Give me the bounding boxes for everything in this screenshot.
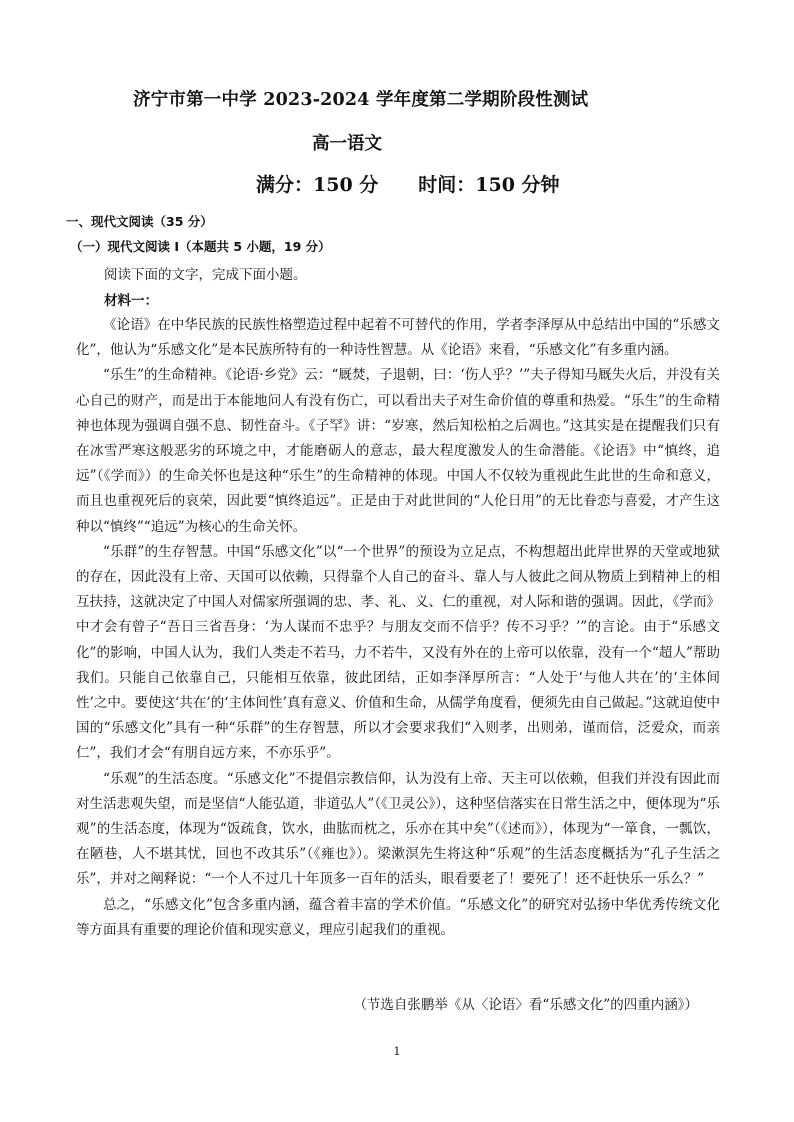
- passage-paragraph: 《论语》在中华民族的民族性格塑造过程中起着不可替代的作用，学者李泽厚从中总结出中国的“乐感文化”，他认为“乐感文化”是本民族所特有的一种诗性智慧。从《论语》来看，“乐感文化”有多重内涵。: [76, 317, 720, 359]
- passage-paragraph: “乐生”的生命精神。《论语·乡党》云：“厩焚，子退朝，曰：‘伤人乎？’”夫子得知马厩失火后，并没有关心自己的财产，而是出于本能地问人有没有伤亡，可以看出夫子对生命价值的尊重和热爱。“乐生”的生命精神也体现为强调自强不息、韧性奋斗。《子罕》讲：“岁寒，然后知松柏之后凋也。”这其实是在提醒我们只有在冰雪严寒这般恶劣的环境之中，才能磨砺人的意志，最大程度激发人的生命潜能。《论语》中“慎终，追远”（《学而》）的生命关怀也是这种“乐生”的生命精神的体现。中国人不仅较为重视此生此世的生命和意义，而且也重视死后的哀荣，因此要“慎终追远”。正是由于对此世间的“人伦日用”的无比眷恋与喜爱，才产生这种以“慎终”“追远”为核心的生命关怀。: [76, 367, 720, 535]
- reading-passage: [76, 313, 720, 943]
- subsection-heading: （一）现代文阅读 I（本题共 5 小题，19 分）: [70, 239, 331, 254]
- passage-paragraph: “乐群”的生存智慧。中国“乐感文化”以“一个世界”的预设为立足点，不构想超出此岸世界的天堂或地狱的存在，因此没有上帝、天国可以依赖，只得靠个人自己的奋斗、靠人与人彼此之间从物质上到精神上的相互扶持，这就决定了中国人对儒家所强调的忠、孝、礼、义、仁的重视，对人际和谐的强调。因此，《学而》中才会有曾子“吾日三省吾身：‘为人谋而不忠乎？与朋友交而不信乎？传不习乎？’”的言论。由于“乐感文化”的影响，中国人认为，我们人类走不若马，力不若牛，又没有外在的上帝可以依靠，没有一个“超人”帮助我们。只能自己依靠自己，只能相互依靠，彼此团结，正如李泽厚所言：“人处于‘与他人共在’的‘主体间性’之中。要使这‘共在’的‘主体间性’真有意义、价值和生命，从儒学角度看，便须先由自己做起。”这就迫使中国的“乐感文化”具有一种“乐群”的生存智慧，所以才会要求我们“入则孝，出则弟，谨而信，泛爱众，而亲仁”，我们才会“有朋自远方来，不亦乐乎”。: [76, 543, 720, 762]
- section-heading: 一、现代文阅读（35 分）: [66, 214, 213, 229]
- instruction-text: 阅读下面的文字，完成下面小题。: [104, 267, 307, 283]
- source-citation: （节选自张鹏举《从〈论语〉看“乐感文化”的四重内涵》）: [353, 997, 698, 1013]
- subject-title: 高一语文: [312, 134, 382, 154]
- full-score: 满分：150 分: [256, 174, 379, 196]
- passage-paragraph: “乐观”的生活态度。“乐感文化”不提倡宗教信仰，认为没有上帝、天主可以依赖，但我们并没有因此而对生活悲观失望，而是坚信“人能弘道，非道弘人”（《卫灵公》），这种坚信落实在日常生活之中，便体现为“乐观”的生活态度，体现为“饭疏食，饮水，曲肱而枕之，乐亦在其中矣”（《述而》），体现为“一箪食，一瓢饮，在陋巷，人不堪其忧，回也不改其乐”（《雍也》）。梁漱溟先生将这种“乐观”的生活态度概括为“孔子生活之乐”，并对之阐释说：“一个人不过几十年顶多一百年的活头，眼看要老了！要死了！还不赶快乐一乐么？”: [76, 770, 720, 888]
- score-time-line: [256, 170, 560, 197]
- passage-paragraph: 总之，“乐感文化”包含多重内涵，蕴含着丰富的学术价值。“乐感文化”的研究对弘扬中华优秀传统文化等方面具有重要的理论价值和现实意义，理应引起我们的重视。: [76, 896, 720, 938]
- page-number: 1: [393, 1045, 401, 1058]
- exam-time: 时间：150 分钟: [418, 174, 560, 196]
- material-label: 材料一：: [104, 293, 158, 309]
- exam-title: 济宁市第一中学 2023-2024 学年度第二学期阶段性测试: [133, 90, 589, 110]
